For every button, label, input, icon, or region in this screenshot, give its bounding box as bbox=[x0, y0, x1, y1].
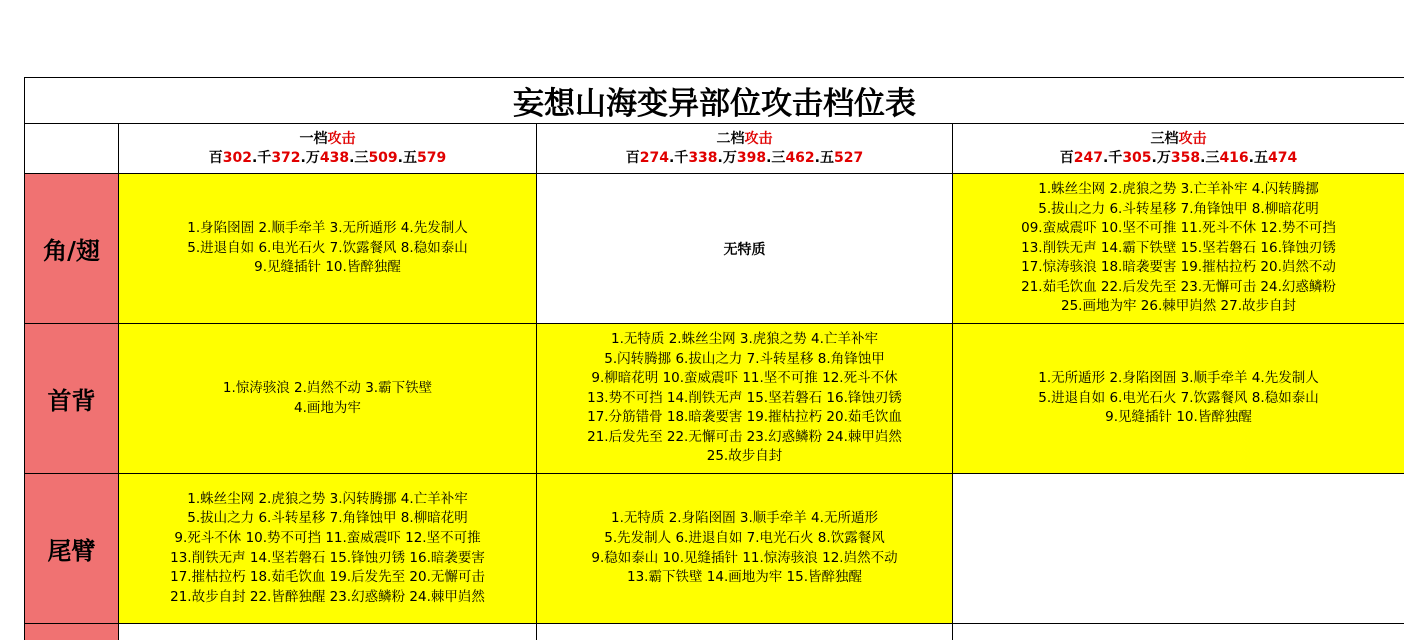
part-label-empty bbox=[25, 624, 119, 640]
tier-header-3 bbox=[953, 124, 1405, 174]
trait-line: 1.惊涛骇浪 2.岿然不动 3.霸下铁壁 bbox=[222, 379, 433, 396]
tier-value-label: 百 bbox=[1059, 149, 1074, 166]
trait-list bbox=[537, 509, 952, 587]
tier-value-label: .三 bbox=[349, 149, 369, 166]
trait-line: 17.惊涛骇浪 18.暗袭要害 19.摧枯拉朽 20.岿然不动 bbox=[1021, 259, 1336, 276]
trait-line: 21.茹毛饮血 22.后发先至 23.无懈可击 24.幻惑鳞粉 bbox=[1021, 278, 1336, 295]
trait-line: 13.削铁无声 14.坚若磐石 15.锋蚀刃锈 16.暗袭要害 bbox=[170, 549, 485, 566]
tier-value-label: .千 bbox=[251, 149, 272, 166]
table-row bbox=[25, 324, 1405, 474]
tier-value-number: 416 bbox=[1219, 149, 1249, 166]
trait-line: 1.蛛丝尘网 2.虎狼之势 3.亡羊补牢 4.闪转腾挪 bbox=[1038, 180, 1319, 197]
trait-line: 9.死斗不休 10.势不可挡 11.蛮威震吓 12.坚不可推 bbox=[174, 529, 481, 546]
tier-value-number: 372 bbox=[271, 149, 301, 166]
trait-line: 4.画地为牢 bbox=[294, 399, 361, 416]
trait-line: 13.势不可挡 14.削铁无声 15.坚若磐石 16.锋蚀刃锈 bbox=[587, 389, 902, 406]
trait-line: 13.削铁无声 14.霸下铁壁 15.坚若磐石 16.锋蚀刃锈 bbox=[1021, 239, 1336, 256]
table-row-partial bbox=[25, 624, 1405, 640]
tier-value-number: 579 bbox=[417, 149, 447, 166]
tier-name-prefix: 一档 bbox=[299, 130, 328, 147]
trait-cell bbox=[953, 174, 1405, 324]
tier-value-number: 462 bbox=[785, 149, 815, 166]
tier-value-label: 百 bbox=[208, 149, 223, 166]
tier-value-number: 305 bbox=[1122, 149, 1152, 166]
trait-cell bbox=[119, 174, 537, 324]
tier-value-number: 474 bbox=[1268, 149, 1298, 166]
trait-line: 09.蛮威震吓 10.坚不可推 11.死斗不休 12.势不可挡 bbox=[1021, 220, 1336, 237]
trait-list bbox=[119, 219, 536, 278]
table-title: 妄想山海变异部位攻击档位表 bbox=[25, 78, 1405, 124]
trait-line: 1.身陷囹圄 2.顺手牵羊 3.无所遁形 4.先发制人 bbox=[187, 220, 468, 237]
tier-header-2 bbox=[537, 124, 953, 174]
trait-line: 9.见缝插针 10.皆醉独醒 bbox=[254, 259, 401, 276]
tier-value-number: 509 bbox=[368, 149, 398, 166]
trait-cell bbox=[119, 324, 537, 474]
tier-value-number: 247 bbox=[1073, 149, 1103, 166]
trait-line: 5.进退自如 6.电光石火 7.饮露餐风 8.稳如泰山 bbox=[187, 239, 468, 256]
trait-cell-empty bbox=[119, 624, 537, 640]
no-trait-text: 无特质 bbox=[723, 241, 766, 258]
trait-line: 1.无特质 2.身陷囹圄 3.顺手牵羊 4.无所遁形 bbox=[611, 510, 878, 527]
table-row bbox=[25, 474, 1405, 624]
tier-value-number: 527 bbox=[834, 149, 864, 166]
trait-list bbox=[953, 180, 1404, 317]
trait-line: 9.柳暗花明 10.蛮威震吓 11.坚不可推 12.死斗不休 bbox=[591, 370, 898, 387]
tier-value-number: 438 bbox=[319, 149, 350, 166]
trait-list bbox=[119, 379, 536, 418]
tier-value-number: 338 bbox=[688, 149, 718, 166]
part-label: 尾臂 bbox=[25, 474, 119, 624]
trait-cell bbox=[953, 474, 1405, 624]
tier-value-label: .五 bbox=[397, 149, 417, 166]
trait-cell-empty bbox=[537, 624, 953, 640]
trait-line: 9.见缝插针 10.皆醉独醒 bbox=[1105, 409, 1252, 426]
attack-tier-table bbox=[24, 77, 1404, 640]
tier-value-label: 百 bbox=[625, 149, 640, 166]
trait-line: 1.蛛丝尘网 2.虎狼之势 3.闪转腾挪 4.亡羊补牢 bbox=[187, 490, 468, 507]
trait-line: 13.霸下铁壁 14.画地为牢 15.皆醉独醒 bbox=[627, 569, 862, 586]
tier-values bbox=[537, 149, 952, 168]
tier-values bbox=[119, 149, 536, 168]
trait-cell bbox=[537, 174, 953, 324]
tier-name bbox=[953, 130, 1404, 149]
tier-name-prefix: 三档 bbox=[1150, 130, 1179, 147]
tier-value-number: 358 bbox=[1170, 149, 1201, 166]
trait-line: 21.故步自封 22.皆醉独醒 23.幻惑鳞粉 24.棘甲岿然 bbox=[170, 588, 485, 605]
tier-value-number: 302 bbox=[222, 149, 252, 166]
trait-line: 17.摧枯拉朽 18.茹毛饮血 19.后发先至 20.无懈可击 bbox=[170, 569, 485, 586]
tier-name-suffix: 攻击 bbox=[327, 130, 356, 147]
trait-line: 25.画地为牢 26.棘甲岿然 27.故步自封 bbox=[1061, 298, 1296, 315]
tier-value-label: .万 bbox=[1151, 149, 1171, 166]
tier-name-prefix: 二档 bbox=[716, 130, 745, 147]
tier-value-label: .五 bbox=[814, 149, 834, 166]
tier-value-label: .万 bbox=[300, 149, 320, 166]
tier-header-1 bbox=[119, 124, 537, 174]
tier-value-label: .五 bbox=[1248, 149, 1268, 166]
trait-cell bbox=[119, 474, 537, 624]
header-corner bbox=[25, 124, 119, 174]
trait-line: 5.拔山之力 6.斗转星移 7.角锋蚀甲 8.柳暗花明 bbox=[1038, 200, 1319, 217]
trait-cell-empty bbox=[953, 624, 1405, 640]
tier-header-row bbox=[25, 124, 1405, 174]
part-label: 首背 bbox=[25, 324, 119, 474]
trait-line: 1.无特质 2.蛛丝尘网 3.虎狼之势 4.亡羊补牢 bbox=[611, 330, 878, 347]
tier-name-suffix: 攻击 bbox=[744, 130, 773, 147]
tier-value-label: .千 bbox=[1102, 149, 1123, 166]
table-row bbox=[25, 174, 1405, 324]
trait-line: 9.稳如泰山 10.见缝插针 11.惊涛骇浪 12.岿然不动 bbox=[591, 549, 898, 566]
trait-line: 21.后发先至 22.无懈可击 23.幻惑鳞粉 24.棘甲岿然 bbox=[587, 428, 902, 445]
trait-line: 17.分筋错骨 18.暗袭要害 19.摧枯拉朽 20.茹毛饮血 bbox=[587, 409, 902, 426]
trait-cell bbox=[953, 324, 1405, 474]
part-label: 角/翅 bbox=[25, 174, 119, 324]
tier-values bbox=[953, 149, 1404, 168]
tier-name-suffix: 攻击 bbox=[1178, 130, 1207, 147]
trait-line: 1.无所遁形 2.身陷囹圄 3.顺手牵羊 4.先发制人 bbox=[1038, 370, 1319, 387]
tier-name bbox=[537, 130, 952, 149]
tier-value-label: .万 bbox=[717, 149, 737, 166]
tier-value-number: 274 bbox=[639, 149, 669, 166]
spreadsheet bbox=[24, 77, 1404, 640]
trait-line: 5.进退自如 6.电光石火 7.饮露餐风 8.稳如泰山 bbox=[1038, 389, 1319, 406]
trait-cell bbox=[537, 474, 953, 624]
trait-line: 5.闪转腾挪 6.拔山之力 7.斗转星移 8.角锋蚀甲 bbox=[604, 350, 885, 367]
tier-value-label: .千 bbox=[668, 149, 689, 166]
trait-line: 5.拔山之力 6.斗转星移 7.角锋蚀甲 8.柳暗花明 bbox=[187, 510, 468, 527]
trait-list bbox=[953, 369, 1404, 428]
tier-name bbox=[119, 130, 536, 149]
tier-value-label: .三 bbox=[766, 149, 786, 166]
trait-list bbox=[119, 490, 536, 608]
tier-value-number: 398 bbox=[736, 149, 767, 166]
trait-cell bbox=[537, 324, 953, 474]
trait-line: 5.先发制人 6.进退自如 7.电光石火 8.饮露餐风 bbox=[604, 529, 885, 546]
trait-line: 25.故步自封 bbox=[706, 448, 783, 465]
trait-list bbox=[537, 330, 952, 467]
tier-value-label: .三 bbox=[1200, 149, 1220, 166]
